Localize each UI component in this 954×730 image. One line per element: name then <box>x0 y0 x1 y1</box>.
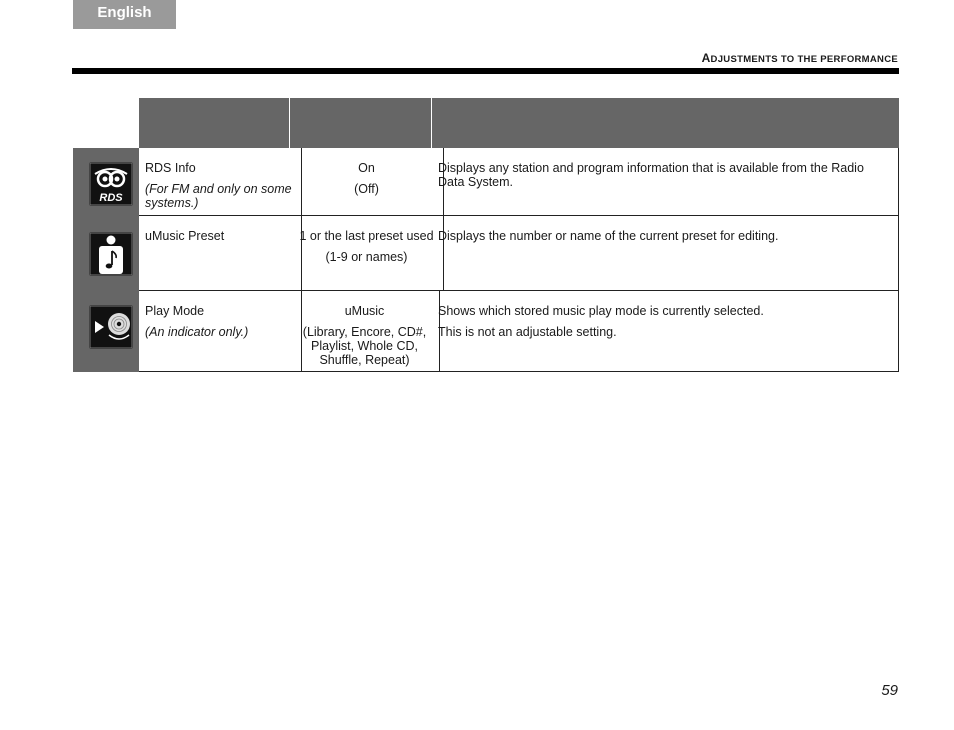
setting-name: Play Mode <box>145 304 205 318</box>
rds-icon <box>89 162 133 206</box>
table-row <box>139 148 899 216</box>
setting-description-note: This is not an adjustable setting. <box>438 325 617 339</box>
setting-value-note: (Off) <box>354 182 379 196</box>
table-row <box>139 291 899 372</box>
setting-value: On <box>358 161 375 175</box>
section-title-initial: A <box>701 51 711 65</box>
setting-value-note: (Library, Encore, CD#, Playlist, Whole CD, Shuffle, Repeat) <box>302 325 427 367</box>
rds-icon-label: RDS <box>99 192 123 204</box>
setting-value: uMusic <box>344 304 385 318</box>
setting-description: Displays the number or name of the current preset for editing. <box>438 229 779 243</box>
setting-description: Displays any station and program information that is available from the Radio Data System. <box>438 161 864 189</box>
setting-name: RDS Info <box>145 161 196 175</box>
setting-note: (For FM and only on some systems.) <box>145 182 292 210</box>
header-rule <box>72 68 899 74</box>
language-tab: English <box>73 0 176 29</box>
setting-description: Shows which stored music play mode is currently selected. <box>438 304 764 318</box>
setting-value-note: (1-9 or names) <box>325 250 408 264</box>
setting-name: uMusic Preset <box>145 229 225 243</box>
table-header <box>139 98 899 148</box>
page-number: 59 <box>881 682 898 699</box>
table-row <box>139 216 899 291</box>
play-disc-icon <box>89 305 133 349</box>
section-title <box>702 51 898 65</box>
setting-note: (An indicator only.) <box>145 325 249 339</box>
section-title-rest: DJUSTMENTS TO THE PERFORMANCE <box>710 54 898 65</box>
setting-value: 1 or the last preset used <box>299 229 434 243</box>
person-music-note-icon <box>89 232 133 276</box>
